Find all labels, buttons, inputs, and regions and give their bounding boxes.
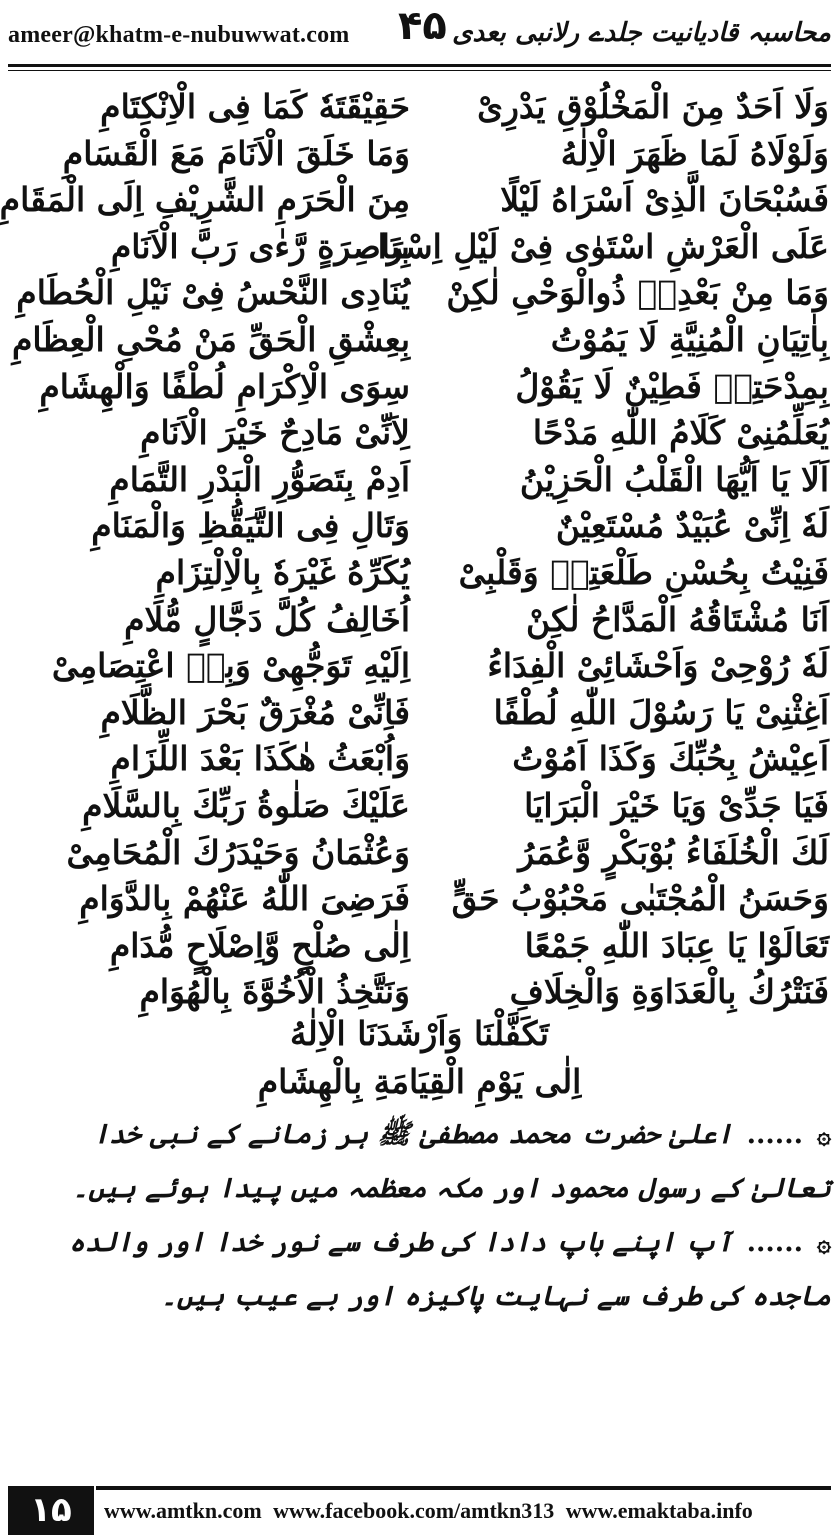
- header-email[interactable]: ameer@khatm-e-nubuwwat.com: [8, 22, 350, 48]
- header-book-title: محاسبہ قادیانیت جلدے رلانبی بعدی: [452, 18, 831, 48]
- footer-link-amtkn[interactable]: www.amtkn.com: [104, 1498, 262, 1523]
- couplet-row: [10, 876, 829, 923]
- couplet-row: [10, 317, 829, 364]
- hemistich-first: اَعِيْشُ بِحُبِّكَ وَكَذَا اَمُوْتُ: [512, 739, 829, 779]
- hemistich-second: فَرَضِىَ اللّٰهُ عَنْهُمْ بِالدَّوَامِ: [79, 879, 410, 919]
- couplet-row: [10, 84, 829, 131]
- hemistich-second: عَلَيْكَ صَلٰوةُ رَبِّكَ بِالسَّلَامِ: [82, 785, 410, 825]
- hemistich-first: يُعَلِّمُنِىْ كَلَامُ اللّٰهِ مَدْحًا: [532, 413, 829, 453]
- footnote-text: آپ اپنے باپ دادا کی طرف سے نور خدا اور والدہ ماجدہ کی طرف سے نہایت پاکیزہ اور بے عیب ہیں۔: [69, 1227, 831, 1312]
- footer-page-number: ۱۵: [8, 1486, 94, 1535]
- closing-line-2: اِلٰى يَوْمِ الْقِيَامَةِ بِالْهِشَامِ: [257, 1062, 582, 1101]
- hemistich-second: يُكَرِّهُ غَيْرَهٗ بِالْاِلْتِزَامِ: [155, 552, 410, 592]
- hemistich-first: وَلَوْلَاهُ لَمَا ظَهَرَ الْاِلٰهُ: [560, 133, 829, 173]
- footnote-dots: ......: [746, 1119, 803, 1150]
- hemistich-first: بِاٰتِيَانِ الْمُنِيَّةِ لَا يَمُوْتُ: [550, 319, 829, 359]
- poem-couplets: [0, 84, 829, 1016]
- couplet-row: [10, 270, 829, 317]
- hemistich-second: اِلَيْهِ تَوَجُّهِىْ وَبِهٖ اعْتِصَامِىْ: [51, 646, 410, 686]
- couplet-row: [10, 457, 829, 504]
- couplet-row: [10, 783, 829, 830]
- footnote-text: اعلیٰ حضرت محمد مصطفیٰ ﷺ ہر زمانے کے نبی خدا تعالیٰ کے رسول محمود اور مکہ معظمہ میں پیدا ہوئے ہیں۔: [72, 1119, 831, 1204]
- hemistich-first: فَسُبْحَانَ الَّذِىْ اَسْرَاهُ لَيْلًا: [500, 180, 829, 220]
- footnote-2: [51, 1216, 831, 1324]
- couplet-row: [10, 830, 829, 877]
- couplet-row: [10, 503, 829, 550]
- hemistich-second: سِوَى الْاِكْرَامِ لُطْفًا وَالْهِشَامِ: [39, 366, 410, 406]
- hemistich-first: اَلَا يَا اَيُّهَا الْقَلْبُ الْحَزِيْنُ: [519, 459, 829, 499]
- hemistich-first: فَنَتْرُكُ بِالْعَدَاوَةِ وَالْخِلَافِ: [509, 972, 829, 1012]
- footnote-dots: ......: [746, 1227, 803, 1258]
- footer-link-facebook[interactable]: www.facebook.com/amtkn313: [273, 1498, 555, 1523]
- couplet-row: [10, 643, 829, 690]
- hemistich-second: وَمَا خَلَقَ الْاَنَامَ مَعَ الْقَسَامِ: [62, 133, 410, 173]
- page-header: [0, 0, 839, 70]
- couplet-row: [10, 410, 829, 457]
- hemistich-second: وَتَالِ فِى التَّيَقُّظِ وَالْمَنَامِ: [91, 506, 410, 546]
- hemistich-first: اَغِثْنِىْ يَا رَسُوْلَ اللّٰهِ لُطْفًا: [493, 692, 829, 732]
- hemistich-second: مِنَ الْحَرَمِ الشَّرِيْفِ اِلَى الْمَقَامِ: [0, 180, 410, 220]
- hemistich-second: اِلٰى صُلْحٍ وَّاِصْلَاحٍ مُّدَامِ: [109, 925, 410, 965]
- header-rule-thick: [8, 64, 831, 67]
- couplet-row: [10, 131, 829, 178]
- header-rule-thin: [8, 70, 831, 71]
- footnote-1: [51, 1108, 831, 1216]
- hemistich-second: اُخَالِفُ كُلَّ دَجَّالٍ مُّلَامِ: [124, 599, 410, 639]
- hemistich-second: اَدِمْ بِتَصَوُّرِ الْبَدْرِ التَّمَامِ: [109, 459, 410, 499]
- hemistich-second: فَاِنِّىْ مُغْرَقٌ بَحْرَ الظَّلَامِ: [100, 692, 410, 732]
- hemistich-first: لَهٗ اِنِّىْ عُبَيْدٌ مُسْتَعِيْنٌ: [555, 506, 829, 546]
- header-page-number: ۴۵: [398, 3, 447, 49]
- hemistich-second: لِاَنِّىْ مَادِحٌ خَيْرَ الْاَنَامِ: [140, 413, 410, 453]
- hemistich-second: وَنَتَّخِذُ الْاُخُوَّةَ بِالْهُوَامِ: [139, 972, 410, 1012]
- hemistich-first: تَعَالَوْا يَا عِبَادَ اللّٰهِ جَمْعًا: [524, 925, 829, 965]
- couplet-row: [0, 177, 829, 224]
- hemistich-first: وَحَسَنُ الْمُجْتَبٰى مَحْبُوْبُ حَقٍّ: [451, 879, 829, 919]
- couplet-row: [10, 736, 829, 783]
- closing-line-1: تَكَفَّلْنَا وَاَرْشَدَنَا الْاِلٰهُ: [289, 1014, 549, 1053]
- hemistich-second: وَعُثْمَانُ وَحَيْدَرُكَ الْمُحَامِىْ: [66, 832, 410, 872]
- footer-link-emaktaba[interactable]: www.emaktaba.info: [565, 1498, 753, 1523]
- couplet-row: [10, 224, 829, 271]
- hemistich-second: وَاُبْعَثُ هٰكَذَا بَعْدَ اللِّزَامِ: [110, 739, 410, 779]
- hemistich-first: بِمِدْحَتِهٖ فَطِيْنٌ لَا يَقُوْلُ: [515, 366, 829, 406]
- footnote-marker-icon: ۞: [816, 1228, 831, 1257]
- couplet-row: [10, 969, 829, 1016]
- footer-rule: [96, 1486, 831, 1490]
- footer-links: [104, 1498, 759, 1524]
- hemistich-first: لَكَ الْخُلَفَاءُ بُوْبَكْرٍ وَّعُمَرُ: [518, 832, 829, 872]
- hemistich-first: اَنَا مُشْتَاقُهُ الْمَدَّاحُ لٰكِنْ: [526, 599, 829, 639]
- couplet-row: [10, 690, 829, 737]
- hemistich-first: فَنِيْتُ بِحُسْنِ طَلْعَتِهٖ وَقَلْبِىْ: [458, 552, 829, 592]
- hemistich-first: وَمَا مِنْ بَعْدِهٖ ذُوالْوَحْىِ لٰكِنْ: [446, 273, 829, 313]
- footnote-marker-icon: ۞: [816, 1120, 831, 1149]
- couplet-row: [10, 923, 829, 970]
- hemistich-second: بِبَاصِرَةٍ رَّءٰى رَبَّ الْاَنَامِ: [110, 226, 410, 266]
- couplet-row: [10, 364, 829, 411]
- hemistich-first: عَلَى الْعَرْشِ اسْتَوٰى فِىْ لَيْلِ اِسْرَا: [377, 226, 829, 266]
- hemistich-first: لَهٗ رُوْحِىْ وَاَحْشَائِىْ الْفِدَاءُ: [487, 646, 829, 686]
- couplet-row: [10, 597, 829, 644]
- hemistich-first: فَيَا جَدِّىْ وَيَا خَيْرَ الْبَرَايَا: [524, 785, 829, 825]
- hemistich-second: يُنَادِى النَّحْسُ فِىْ نَيْلِ الْحُطَامِ: [16, 273, 410, 313]
- hemistich-first: وَلَا اَحَدٌ مِنَ الْمَخْلُوْقِ يَدْرِىْ: [477, 87, 829, 126]
- hemistich-second: حَقِيْقَتَهٗ كَمَا فِى الْاِنْكِتَامِ: [100, 87, 410, 126]
- couplet-row: [10, 550, 829, 597]
- hemistich-second: بِعِشْقِ الْحَقِّ مَنْ مُحْىِ الْعِظَامِ: [11, 319, 410, 359]
